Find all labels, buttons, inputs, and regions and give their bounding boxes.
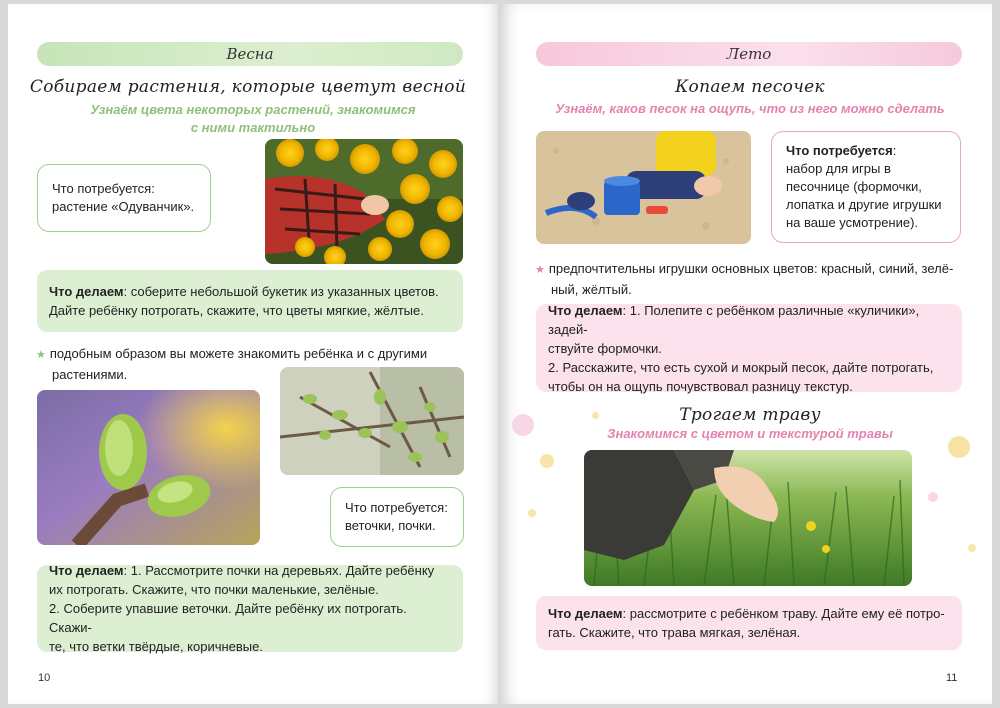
activity-label: Что делаем xyxy=(548,606,623,621)
activity-line: Дайте ребёнку потрогать, скажите, что цветы мягкие, жёлтые. xyxy=(49,303,424,318)
decor-dot xyxy=(540,454,554,468)
activity-line xyxy=(548,604,950,623)
activity-line xyxy=(49,561,451,580)
requirements-box xyxy=(771,131,961,243)
activity-panel xyxy=(536,304,962,392)
requirements-line: на ваше усмотрение). xyxy=(786,215,919,230)
decor-dot xyxy=(928,492,938,502)
left-page xyxy=(8,4,498,704)
requirements-label: Что потребуется xyxy=(52,181,152,196)
tip-line xyxy=(36,344,466,365)
activity-panel xyxy=(536,596,962,650)
activity-line: 2. Расскажите, что есть сухой и мокрый песок, дайте потрогать, xyxy=(548,359,934,375)
page-number: 10 xyxy=(38,672,51,684)
activity-line: их потрогать. Скажите, что почки маленькие, зелёные. xyxy=(49,582,379,597)
activity-line: чтобы он на ощупь почувствовал разницу текстур. xyxy=(548,378,853,394)
activity-line: те, что ветки твёрдые, коричневые. xyxy=(49,639,263,654)
subtitle-line: Узнаём цвета некоторых растений, знакомимся xyxy=(90,102,416,117)
section-band-summer: Лето xyxy=(536,42,962,66)
twigs-image xyxy=(280,367,464,475)
section-subtitle: Знакомимся с цветом и текстурой травы xyxy=(607,426,893,441)
activity-line xyxy=(548,301,950,339)
tip-line: ный, жёлтый. xyxy=(551,282,632,297)
tip-text: подобным образом вы можете знакомить ребёнка и с другими xyxy=(49,346,428,361)
star-icon: ★ xyxy=(535,264,545,276)
grass-image xyxy=(584,450,912,586)
section-title: Трогаем траву xyxy=(679,405,821,425)
dandelion-photo-image xyxy=(265,139,463,264)
colon: : xyxy=(151,181,155,196)
decor-dot xyxy=(592,412,599,419)
bud-closeup-image xyxy=(37,390,260,545)
tip-text: предпочтительны игрушки основных цветов: красный, синий, зелё- xyxy=(548,261,954,276)
section-title: Копаем песочек xyxy=(675,77,825,97)
grass-photo xyxy=(584,450,912,586)
section-subtitle: Узнаём, каков песок на ощупь, что из него можно сделать xyxy=(555,101,945,116)
activity-line: ствуйте формочки. xyxy=(548,340,662,356)
requirements-line: лопатка и другие игрушки xyxy=(786,197,942,212)
decor-dot xyxy=(968,544,976,552)
activity-text: : 1. Полепите с ребёнком различные «куличики», задей- xyxy=(548,302,920,337)
tip-line: растениями. xyxy=(52,367,128,382)
activity-text: : 1. Рассмотрите почки на деревьях. Дайте ребёнку xyxy=(123,563,435,578)
sandbox-photo xyxy=(536,131,751,244)
colon: : xyxy=(444,500,448,515)
requirements-heading xyxy=(52,180,196,198)
activity-panel xyxy=(37,565,463,652)
activity-line xyxy=(49,282,451,301)
requirements-text: растение «Одуванчик». xyxy=(52,199,195,214)
activity-line: 2. Соберите упавшие веточки. Дайте ребёнку их потрогать. Скажи- xyxy=(49,601,407,635)
subtitle xyxy=(28,101,478,137)
requirements-label: Что потребуется xyxy=(345,500,445,515)
colon: : xyxy=(892,143,897,158)
requirements-box xyxy=(37,164,211,232)
requirements-heading xyxy=(786,142,946,160)
bud-closeup-photo xyxy=(37,390,260,545)
activity-line: гать. Скажите, что трава мягкая, зелёная. xyxy=(548,625,801,640)
requirements-text: веточки, почки. xyxy=(345,518,436,533)
subtitle-line: с ними тактильно xyxy=(190,120,316,135)
tip-note xyxy=(535,259,975,299)
decor-dot xyxy=(528,509,536,517)
requirements-line: набор для игры в xyxy=(786,161,891,176)
requirements-label: Что потребуется xyxy=(786,143,893,158)
requirements-line: песочнице (формочки, xyxy=(786,179,922,194)
activity-label: Что делаем xyxy=(548,302,623,318)
twigs-photo xyxy=(280,367,464,475)
activity-text: : рассмотрите с ребёнком траву. Дайте ему её потро- xyxy=(622,606,945,621)
requirements-heading xyxy=(345,499,449,517)
right-page xyxy=(500,4,992,704)
section-band-spring: Весна xyxy=(37,42,463,66)
activity-label: Что делаем xyxy=(49,563,124,578)
activity-label: Что делаем xyxy=(49,284,124,299)
decor-dot xyxy=(948,436,970,458)
activity-panel xyxy=(37,270,463,332)
requirements-box xyxy=(330,487,464,547)
page-title: Собираем растения, которые цветут весной xyxy=(29,77,467,97)
sandbox-image xyxy=(536,131,751,244)
dandelion-photo xyxy=(265,139,463,264)
decor-dot xyxy=(512,414,534,436)
star-icon: ★ xyxy=(36,349,46,361)
page-number: 11 xyxy=(946,672,958,684)
activity-text: : соберите небольшой букетик из указанных цветов. xyxy=(123,284,439,299)
tip-line xyxy=(535,259,975,280)
